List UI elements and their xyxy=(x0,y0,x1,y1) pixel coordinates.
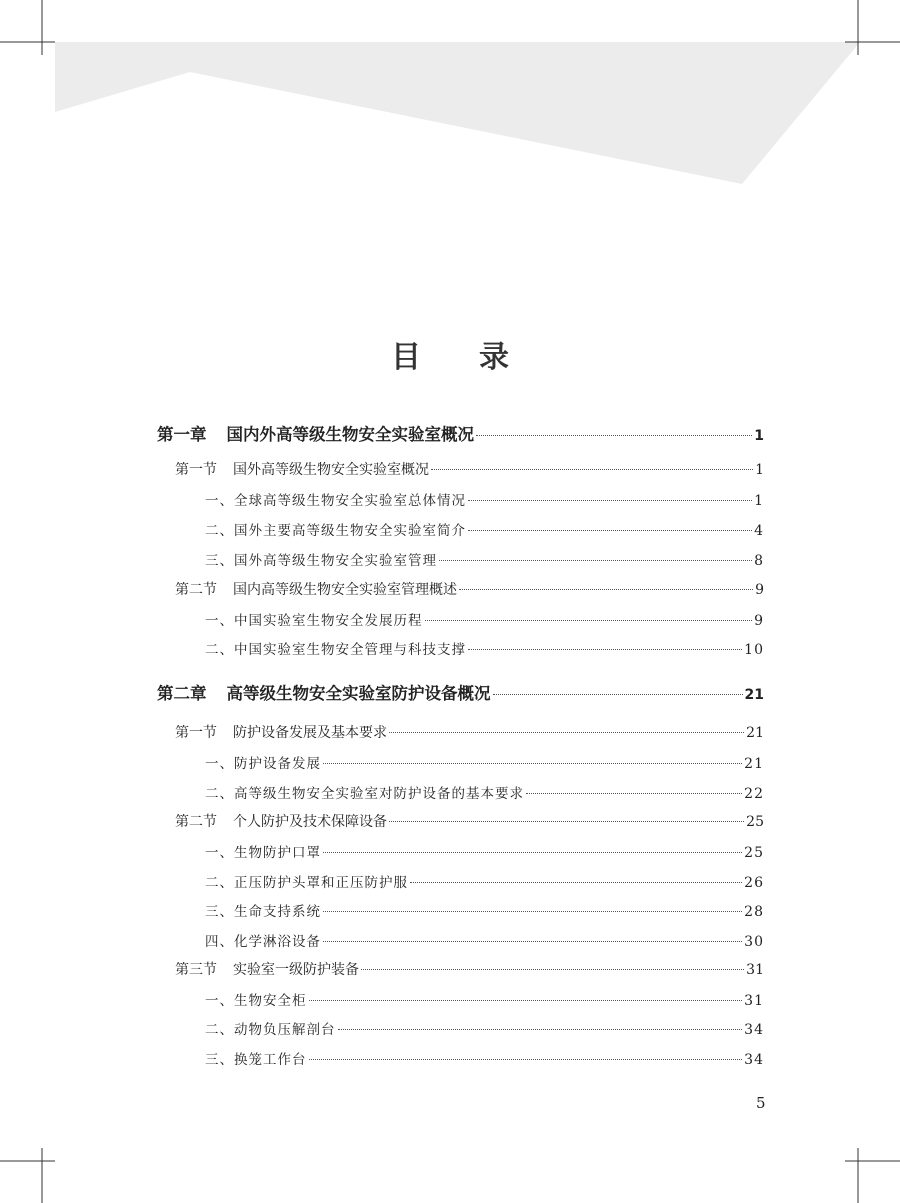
toc-entry-page: 9 xyxy=(755,582,764,598)
dot-leader xyxy=(476,435,752,436)
toc-entry-page: 4 xyxy=(754,523,764,539)
toc-entry-page: 31 xyxy=(746,962,764,978)
toc-entry-page: 1 xyxy=(755,462,764,478)
dot-leader xyxy=(468,649,742,650)
toc-entry-text: 实验室一级防护装备 xyxy=(233,962,359,978)
toc-entry-text: 一、生物安全柜 xyxy=(205,993,307,1009)
toc-entry-number: 第二章 xyxy=(157,684,207,703)
toc-entry-item[interactable] xyxy=(205,900,764,920)
toc-entry-label xyxy=(205,871,408,891)
toc-entry-item[interactable] xyxy=(205,519,764,539)
toc-entry-label xyxy=(157,680,491,704)
dot-leader xyxy=(425,620,753,621)
toc-entry-item[interactable] xyxy=(205,841,764,861)
toc-entry-item[interactable] xyxy=(205,930,764,950)
dot-leader xyxy=(439,560,752,561)
toc-entry-text: 三、国外高等级生物安全实验室管理 xyxy=(205,553,437,569)
toc-entry-number: 第二节 xyxy=(175,814,217,830)
toc-entry-text: 四、化学淋浴设备 xyxy=(205,934,321,950)
toc-entry-item[interactable] xyxy=(205,1048,764,1068)
dot-leader xyxy=(338,1029,743,1030)
toc-entry-page: 28 xyxy=(744,904,764,920)
toc-entry-label xyxy=(205,1018,336,1038)
toc-entry-section[interactable] xyxy=(175,459,764,479)
dot-leader xyxy=(389,821,744,822)
dot-leader xyxy=(468,500,752,501)
toc-entry-text: 一、防护设备发展 xyxy=(205,756,321,772)
toc-entry-section[interactable] xyxy=(175,959,764,979)
toc-entry-page: 1 xyxy=(754,428,764,444)
toc-entry-page: 22 xyxy=(744,786,764,802)
dot-leader xyxy=(468,530,752,531)
toc-entry-text: 二、高等级生物安全实验室对防护设备的基本要求 xyxy=(205,786,524,802)
dot-leader xyxy=(431,469,753,470)
toc-entry-chapter[interactable] xyxy=(157,680,764,704)
toc-entry-section[interactable] xyxy=(175,722,764,742)
toc-entry-text: 一、全球高等级生物安全实验室总体情况 xyxy=(205,493,466,509)
toc-entry-number: 第三节 xyxy=(175,962,217,978)
dot-leader xyxy=(389,732,744,733)
toc-entry-item[interactable] xyxy=(205,638,764,658)
toc-title: 目录 xyxy=(391,340,567,375)
toc-entry-page: 30 xyxy=(744,934,764,950)
toc-entry-text: 个人防护及技术保障设备 xyxy=(233,814,387,830)
toc-entry-number: 第一章 xyxy=(157,425,207,444)
dot-leader xyxy=(309,1000,743,1001)
toc-entry-label xyxy=(175,579,457,599)
toc-entry-label xyxy=(175,811,387,831)
toc-entry-page: 25 xyxy=(744,845,764,861)
toc-entry-item[interactable] xyxy=(205,989,764,1009)
toc-entry-number: 第二节 xyxy=(175,582,217,598)
toc-entry-text: 高等级生物安全实验室防护设备概况 xyxy=(226,684,491,703)
toc-entry-label xyxy=(157,421,474,445)
toc-entry-page: 34 xyxy=(744,1022,764,1038)
toc-entry-text: 三、生命支持系统 xyxy=(205,904,321,920)
toc-entry-label xyxy=(205,782,524,802)
toc-entry-label xyxy=(205,489,466,509)
toc-entry-item[interactable] xyxy=(205,489,764,509)
dot-leader xyxy=(410,882,742,883)
dot-leader xyxy=(323,911,742,912)
toc-entry-page: 21 xyxy=(744,687,764,703)
toc-entry-page: 8 xyxy=(754,553,764,569)
dot-leader xyxy=(323,763,742,764)
toc-entry-text: 二、动物负压解剖台 xyxy=(205,1022,336,1038)
dot-leader xyxy=(361,969,744,970)
toc-entry-page: 9 xyxy=(754,613,764,629)
toc-entry-label xyxy=(205,841,321,861)
toc-entry-text: 一、中国实验室生物安全发展历程 xyxy=(205,613,423,629)
dot-leader xyxy=(323,852,742,853)
toc-entry-text: 防护设备发展及基本要求 xyxy=(233,725,387,741)
toc-entry-text: 二、国外主要高等级生物安全实验室简介 xyxy=(205,523,466,539)
toc-entry-section[interactable] xyxy=(175,811,764,831)
toc-entry-text: 国外高等级生物安全实验室概况 xyxy=(233,462,429,478)
toc-entry-text: 二、正压防护头罩和正压防护服 xyxy=(205,875,408,891)
toc-entry-item[interactable] xyxy=(205,549,764,569)
toc-entry-label xyxy=(205,900,321,920)
toc-entry-label xyxy=(175,459,429,479)
page-number: 5 xyxy=(756,1094,766,1112)
toc-entry-label xyxy=(205,549,437,569)
toc-entry-section[interactable] xyxy=(175,579,764,599)
toc-entry-text: 国内外高等级生物安全实验室概况 xyxy=(226,425,474,444)
toc-entry-number: 第一节 xyxy=(175,725,217,741)
toc-entry-item[interactable] xyxy=(205,1018,764,1038)
toc-entry-label xyxy=(175,959,359,979)
toc-entry-label xyxy=(205,752,321,772)
toc-entry-page: 26 xyxy=(744,875,764,891)
toc-entry-label xyxy=(205,519,466,539)
dot-leader xyxy=(323,941,742,942)
dot-leader xyxy=(526,793,742,794)
toc-entry-label xyxy=(205,930,321,950)
toc-entry-page: 21 xyxy=(746,725,764,741)
toc-entry-item[interactable] xyxy=(205,609,764,629)
toc-entry-page: 10 xyxy=(744,642,764,658)
toc-entry-text: 一、生物防护口罩 xyxy=(205,845,321,861)
toc-entry-text: 二、中国实验室生物安全管理与科技支撑 xyxy=(205,642,466,658)
dot-leader xyxy=(459,589,753,590)
toc-entry-label xyxy=(205,1048,307,1068)
toc-entry-page: 1 xyxy=(754,493,764,509)
toc-entry-item[interactable] xyxy=(205,871,764,891)
toc-entry-label xyxy=(205,638,466,658)
toc-entry-page: 34 xyxy=(744,1052,764,1068)
dot-leader xyxy=(309,1059,743,1060)
toc-entry-label xyxy=(205,989,307,1009)
toc-entry-label xyxy=(205,609,423,629)
toc-entry-item[interactable] xyxy=(205,752,764,772)
toc-entry-text: 三、换笼工作台 xyxy=(205,1052,307,1068)
toc-entry-item[interactable] xyxy=(205,782,764,802)
toc-entry-page: 21 xyxy=(744,756,764,772)
toc-entry-page: 25 xyxy=(746,814,764,830)
toc-entry-label xyxy=(175,722,387,742)
toc-entry-text: 国内高等级生物安全实验室管理概述 xyxy=(233,582,457,598)
toc-entry-chapter[interactable] xyxy=(157,421,764,445)
toc-entry-page: 31 xyxy=(744,993,764,1009)
toc-entry-number: 第一节 xyxy=(175,462,217,478)
dot-leader xyxy=(493,694,743,695)
header-grey-shape xyxy=(55,42,860,184)
